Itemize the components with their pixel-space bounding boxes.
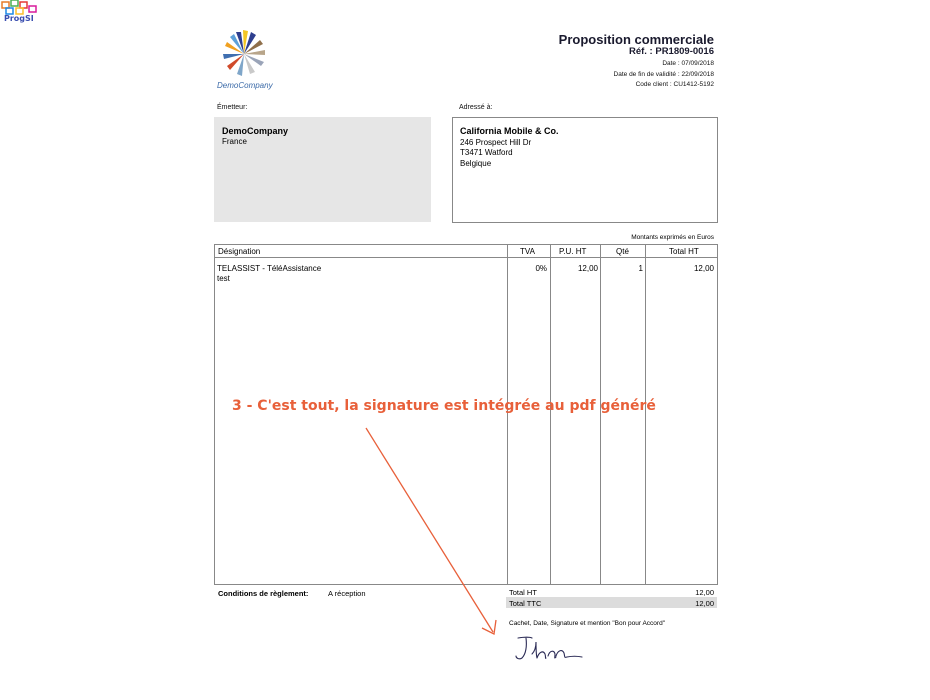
column-header-unit-price: P.U. HT: [559, 247, 587, 256]
recipient-label: Adressé à:: [459, 104, 493, 111]
emitter-box: [214, 117, 431, 222]
column-divider: [507, 244, 508, 585]
democompany-logo-icon: [218, 30, 272, 80]
document-title: Proposition commerciale: [558, 32, 714, 47]
row-designation: TELASSIST - TéléAssistance: [217, 264, 322, 273]
progsi-brand: ProgSI: [4, 14, 34, 23]
signature-label: Cachet, Date, Signature et mention "Bon pour Accord": [509, 620, 666, 627]
row-unit-price: 12,00: [577, 264, 598, 273]
items-table: [214, 244, 718, 585]
recipient-box: [452, 117, 718, 223]
document-date: Date : 07/09/2018: [662, 60, 714, 67]
client-code: Code client : CU1412-5192: [635, 81, 714, 88]
row-description: test: [217, 274, 230, 283]
recipient-name: California Mobile & Co.: [460, 126, 559, 136]
recipient-country: Belgique: [460, 159, 492, 168]
emitter-label: Émetteur:: [217, 104, 248, 111]
currency-note: Montants exprimés en Euros: [631, 234, 714, 241]
column-divider: [600, 244, 601, 585]
recipient-address2: T3471 Watford: [460, 148, 513, 157]
column-header-qty: Qté: [616, 247, 629, 256]
annotation-text: 3 - C'est tout, la signature est intégrée au pdf généré: [232, 398, 656, 414]
payment-terms-value: A réception: [328, 589, 366, 598]
column-divider: [645, 244, 646, 585]
emitter-name: DemoCompany: [222, 126, 289, 136]
emitter-country: France: [222, 137, 247, 146]
total-ht-value: 12,00: [695, 588, 714, 597]
table-header-divider: [214, 257, 717, 258]
row-total: 12,00: [693, 264, 714, 273]
document-ref: Réf. : PR1809-0016: [628, 46, 714, 57]
row-qty: 1: [638, 264, 643, 273]
total-ht-label: Total HT: [509, 588, 537, 597]
document-validity: Date de fin de validité : 22/09/2018: [613, 71, 714, 78]
column-header-vat: TVA: [520, 247, 535, 256]
column-header-total: Total HT: [669, 247, 699, 256]
row-vat: 0%: [535, 264, 547, 273]
column-divider: [550, 244, 551, 585]
company-logo-text: DemoCompany: [217, 81, 273, 90]
total-ttc-value: 12,00: [695, 599, 714, 608]
payment-terms-label: Conditions de règlement:: [218, 589, 309, 598]
recipient-address1: 246 Prospect Hill Dr: [460, 138, 532, 147]
handwritten-signature-icon: [512, 632, 592, 666]
total-ttc-label: Total TTC: [509, 599, 542, 608]
column-header-designation: Désignation: [218, 247, 261, 256]
